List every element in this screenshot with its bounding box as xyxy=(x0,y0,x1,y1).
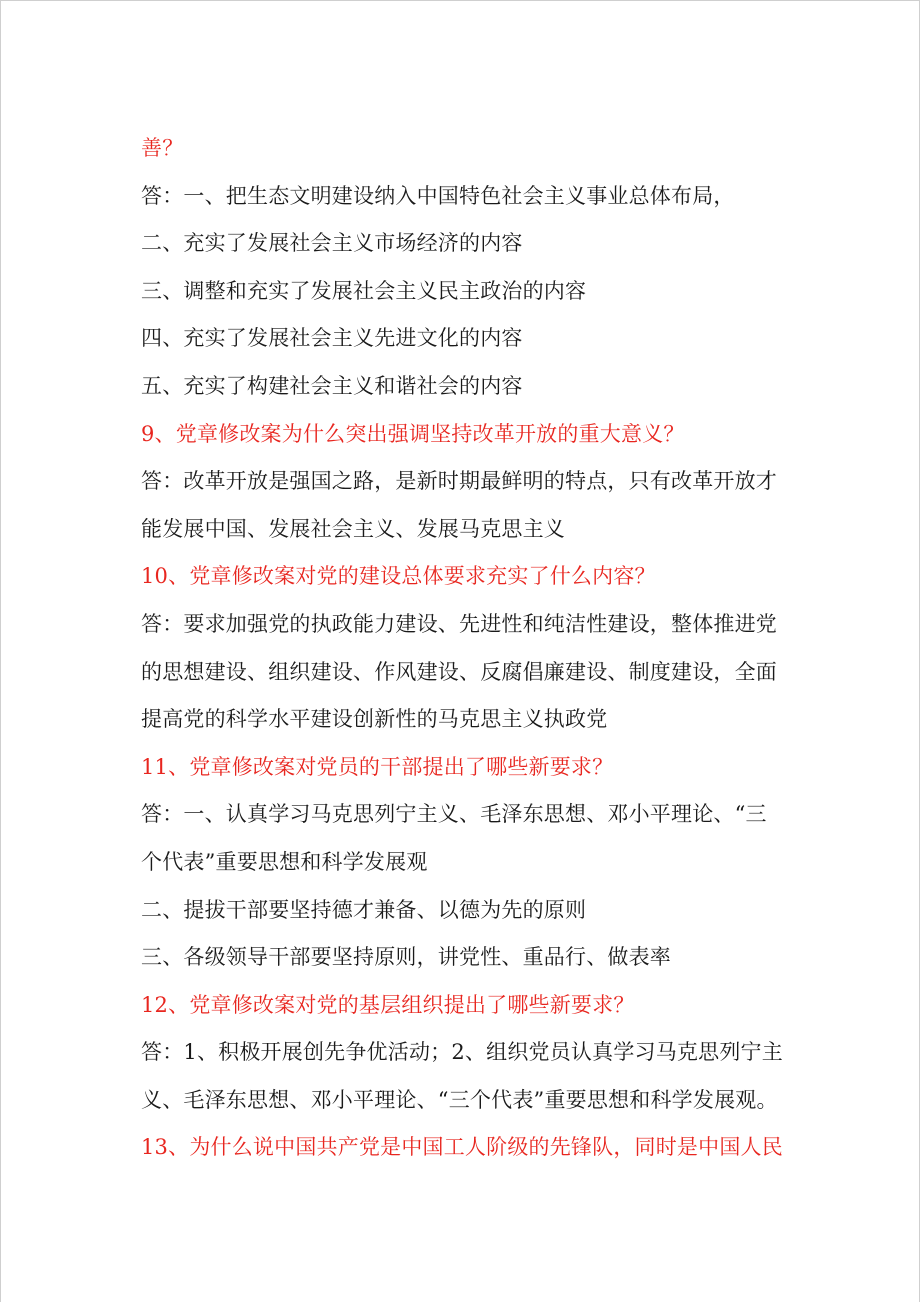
question-line: 13、为什么说中国共产党是中国工人阶级的先锋队，同时是中国人民 xyxy=(141,1135,783,1160)
answer-line: 四、充实了发展社会主义先进文化的内容 xyxy=(141,326,523,351)
answer-line: 义、毛泽东思想、邓小平理论、“三个代表”重要思想和科学发展观。 xyxy=(141,1087,778,1112)
answer-line: 五、充实了构建社会主义和谐社会的内容 xyxy=(141,373,523,398)
answer-line: 提高党的科学水平建设创新性的马克思主义执政党 xyxy=(141,707,608,732)
question-line: 善？ xyxy=(141,136,184,160)
answer-line: 答：一、把生态文明建设纳入中国特色社会主义事业总体布局， xyxy=(141,183,735,208)
question-line: 9、党章修改案为什么突出强调坚持改革开放的重大意义？ xyxy=(141,421,685,446)
answer-line: 答：1、积极开展创先争优活动；2、组织党员认真学习马克思列宁主 xyxy=(141,1040,783,1065)
document-body xyxy=(141,125,791,1172)
question-line: 11、党章修改案对党员的干部提出了哪些新要求？ xyxy=(141,754,614,779)
answer-line: 二、提拔干部要坚持德才兼备、以德为先的原则 xyxy=(141,897,587,922)
answer-line: 答：改革开放是强国之路，是新时期最鲜明的特点，只有改革开放才 xyxy=(141,469,777,494)
answer-line: 能发展中国、发展社会主义、发展马克思主义 xyxy=(141,516,565,541)
question-line: 12、党章修改案对党的基层组织提出了哪些新要求？ xyxy=(141,992,635,1017)
answer-line: 答：要求加强党的执政能力建设、先进性和纯洁性建设，整体推进党 xyxy=(141,611,777,636)
answer-line: 三、调整和充实了发展社会主义民主政治的内容 xyxy=(141,278,587,303)
answer-line: 个代表”重要思想和科学发展观 xyxy=(141,849,428,874)
answer-line: 的思想建设、组织建设、作风建设、反腐倡廉建设、制度建设，全面 xyxy=(141,659,777,684)
answer-line: 三、各级领导干部要坚持原则，讲党性、重品行、做表率 xyxy=(141,945,671,970)
question-line: 10、党章修改案对党的建设总体要求充实了什么内容？ xyxy=(141,564,656,589)
answer-line: 二、充实了发展社会主义市场经济的内容 xyxy=(141,231,523,256)
answer-line: 答：一、认真学习马克思列宁主义、毛泽东思想、邓小平理论、“三 xyxy=(141,802,767,827)
